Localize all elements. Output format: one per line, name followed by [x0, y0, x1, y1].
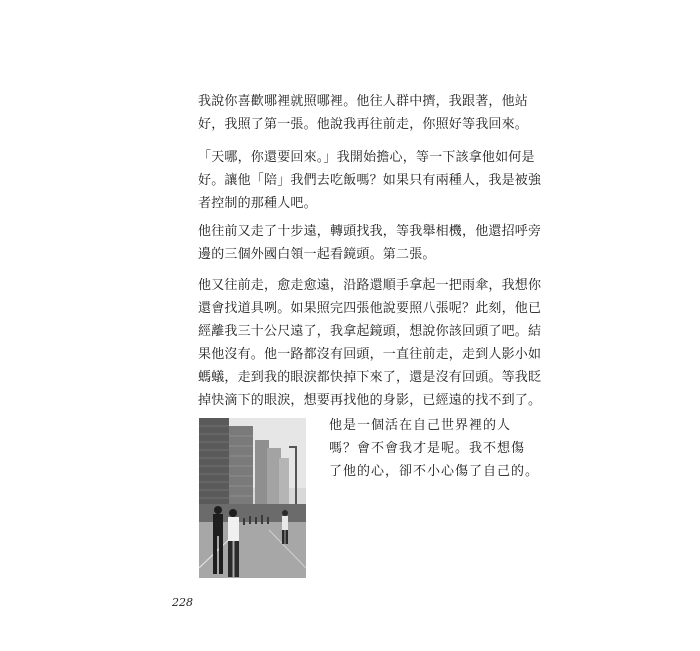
- caption-paragraph: [329, 414, 540, 483]
- paragraph-line: 者控制的那種人吧。: [198, 196, 317, 211]
- paragraph-line: 果他沒有。他一路都沒有回頭，一直往前走，走到人影小如: [198, 347, 542, 362]
- street-photo: [199, 418, 306, 578]
- paragraph-line: 我說你喜歡哪裡就照哪裡。他往人群中擠，我跟著，他站: [198, 94, 529, 109]
- paragraph-1: [198, 90, 529, 136]
- paragraph-line: 好，我照了第一張。他說我再往前走，你照好等我回來。: [198, 117, 529, 132]
- page-number: 228: [172, 596, 193, 609]
- paragraph-4: [198, 274, 542, 412]
- paragraph-line: 好。讓他「陪」我們去吃飯嗎？如果只有兩種人，我是被強: [198, 173, 542, 188]
- paragraph-line: 掉快滴下的眼淚，想要再找他的身影，已經遠的找不到了。: [198, 393, 542, 408]
- paragraph-line: 了他的心，卻不小心傷了自己的。: [329, 464, 540, 479]
- paragraph-line: 經離我三十公尺遠了，我拿起鏡頭，想說你該回頭了吧。結: [198, 324, 542, 339]
- paragraph-line: 他又往前走，愈走愈遠，沿路還順手拿起一把雨傘，我想你: [198, 278, 542, 293]
- paragraph-line: 螞蟻，走到我的眼淚都快掉下來了，還是沒有回頭。等我眨: [198, 370, 542, 385]
- paragraph-2: [198, 146, 542, 215]
- paragraph-line: 「天哪，你還要回來。」我開始擔心，等一下該拿他如何是: [198, 150, 535, 165]
- paragraph-line: 還會找道具咧。如果照完四張他說要照八張呢？此刻，他已: [198, 301, 542, 316]
- paragraph-line: 嗎？會不會我才是呢。我不想傷: [329, 441, 526, 456]
- paragraph-line: 邊的三個外國白領一起看鏡頭。第二張。: [198, 247, 436, 262]
- paragraph-line: 他往前又走了十步遠，轉頭找我，等我舉相機，他還招呼旁: [198, 224, 542, 239]
- paragraph-line: 他是一個活在自己世界裡的人: [329, 418, 512, 433]
- paragraph-3: [198, 220, 542, 266]
